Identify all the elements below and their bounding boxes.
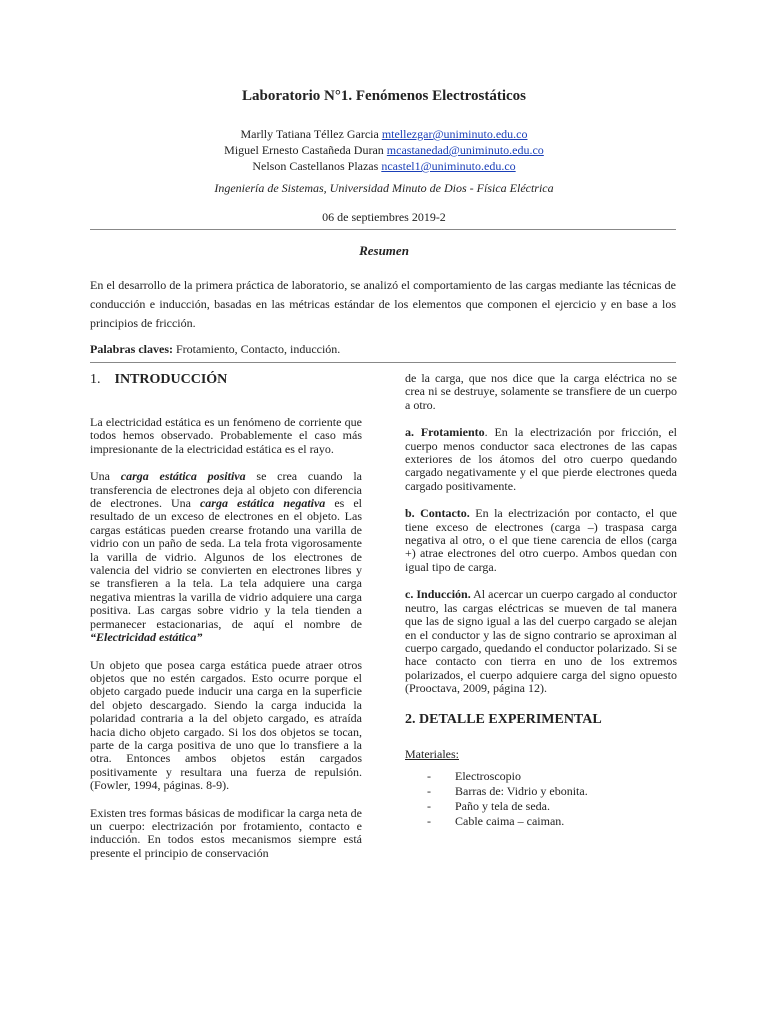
affiliation: Ingeniería de Sistemas, Universidad Minuto de Dios - Física Eléctrica bbox=[214, 181, 554, 195]
text-run: . En la electrización por fricción, el cuerpo menos conductor saca electrones de las capas exteriores de los átomos del otro cuerpo quedando cargado negativamente y el que pierde electrones queda cargado positivamente. bbox=[405, 425, 678, 493]
paragraph bbox=[405, 507, 677, 574]
paragraph: Existen tres formas básicas de modificar la carga neta de un cuerpo: electrización por frotamiento, contacto e inducción. En todos estos mecanismos siempre está presente el principio de conservación bbox=[90, 805, 362, 860]
author-name: Marlly Tatiana Téllez Garcia bbox=[240, 127, 379, 141]
keywords-label: Palabras claves: bbox=[90, 342, 173, 356]
item-label: a. Frotamiento bbox=[405, 425, 485, 440]
abstract-text: En el desarrollo de la primera práctica de laboratorio, se analizó el comportamiento de las cargas mediante las técnicas de conducción e inducción, basadas en las métricas estándar de los elementos que componen el ejercicio y en base a los principios de fricción. bbox=[90, 278, 676, 330]
item-label: c. Inducción. bbox=[405, 587, 471, 602]
section-heading-experimental: 2. DETALLE EXPERIMENTAL bbox=[405, 711, 602, 727]
list-item-text: Barras de: Vidrio y ebonita. bbox=[455, 783, 588, 798]
emphasis-text: carga estática negativa bbox=[199, 496, 326, 511]
list-item-text: Paño y tela de seda. bbox=[455, 798, 550, 813]
paragraph: La electricidad estática es un fenómeno de corriente que todos hemos observado. Probablemente el caso más impresionante de la electricidad estática es el rayo. bbox=[90, 415, 362, 456]
paragraph: Un objeto que posea carga estática puede atraer otros objetos que no estén cargados. Esto ocurre porque el objeto cargado puede inducir una carga en la superficie del objeto descargado. Siendo la carga inducida la polaridad contraria a la del objeto cargado, es atraída hacia dicho objeto cargado. Si los dos objetos se tocan, parte de la carga positiva de uno que lo transfiere a la otra. Entonces ambos objetos están cargados positivamente y resultara una fuerza de repulsión. (Fowler, 1994, páginas. 8-9). bbox=[90, 657, 362, 793]
abstract-heading: Resumen bbox=[359, 243, 409, 258]
list-item bbox=[405, 799, 677, 814]
bullet-dash: - bbox=[427, 813, 431, 828]
paper-title: Laboratorio N°1. Fenómenos Electrostáticos bbox=[241, 88, 526, 104]
item-label: b. Contacto. bbox=[405, 506, 470, 521]
divider bbox=[90, 362, 676, 363]
section-heading-intro bbox=[90, 372, 362, 388]
bullet-dash: - bbox=[427, 783, 431, 798]
author-line bbox=[0, 142, 768, 158]
keywords bbox=[90, 342, 676, 357]
author-name: Miguel Ernesto Castañeda Duran bbox=[224, 143, 384, 157]
paragraph bbox=[405, 588, 677, 695]
bullet-dash: - bbox=[427, 798, 431, 813]
bullet-dash: - bbox=[427, 768, 431, 783]
left-column bbox=[90, 372, 362, 860]
author-email-link[interactable]: ncastel1@uniminuto.edu.co bbox=[381, 159, 516, 173]
paragraph bbox=[90, 470, 362, 644]
text-run: se crea cuando la transferencia de electrones deja al objeto con diferencia de electrones. Una bbox=[90, 469, 362, 511]
list-item bbox=[405, 769, 677, 784]
section-number: 1. bbox=[90, 372, 101, 387]
list-item bbox=[405, 784, 677, 799]
author-name: Nelson Castellanos Plazas bbox=[252, 159, 379, 173]
paper-date: 06 de septiembres 2019-2 bbox=[322, 210, 446, 224]
section-title: INTRODUCCIÓN bbox=[114, 372, 228, 387]
emphasis-text: “Electricidad estática” bbox=[90, 630, 203, 645]
emphasis-text: carga estática positiva bbox=[120, 469, 246, 484]
list-item-text: Cable caima – caiman. bbox=[455, 813, 565, 828]
list-item bbox=[405, 814, 677, 829]
author-line bbox=[0, 126, 768, 142]
author-email-link[interactable]: mcastanedad@uniminuto.edu.co bbox=[386, 143, 544, 157]
materials-label bbox=[405, 748, 677, 761]
author-email-link[interactable]: mtellezgar@uniminuto.edu.co bbox=[381, 127, 528, 141]
materials-list bbox=[405, 769, 677, 829]
list-item-text: Electroscopio bbox=[455, 768, 521, 783]
text-run: es el resultado de un exceso de electrones en el objeto. Las cargas estáticas pueden crearse frotando una varilla de vidrio con un paño de seda. La tela frota vigorosamente la varilla de vidrio. Algunos de los electrones de valencia del vidrio se convierten en electrones libres y se transfieren a la tela. La tela adquiere una carga negativa mientras la varilla de vidrio adquiere una carga positiva. Las cargas sobre vidrio y la tela tienden a permanecer estacionarias, de aquí el nombre de bbox=[90, 496, 362, 631]
paragraph: de la carga, que nos dice que la carga eléctrica no se crea ni se destruye, solamente se transfiere de un cuerpo a otro. bbox=[405, 371, 677, 412]
author-list bbox=[0, 126, 768, 174]
divider bbox=[90, 229, 676, 230]
keywords-value: Frotamiento, Contacto, inducción. bbox=[176, 342, 341, 356]
text-run: Una bbox=[90, 469, 121, 484]
right-column bbox=[405, 372, 677, 829]
author-line bbox=[0, 158, 768, 174]
text-run: Al acercar un cuerpo cargado al conductor neutro, las cargas eléctricas se mueven de tal manera que las de signo igual a las del cuerpo cargado se alejan en el conductor y las de signo contrario se aproximan al cuerpo cargado, quedando el conductor polarizado. Si se hace contacto con tierra en uno de los extremos polarizados, el cuerpo adquiere carga del signo opuesto (Prooctava, 2009, página 12). bbox=[405, 587, 677, 696]
paragraph bbox=[405, 426, 677, 493]
materials-label-text: Materiales: bbox=[405, 746, 459, 761]
text-run: En la electrización por contacto, el que tiene exceso de electrones (carga –) traspasa carga negativa al otro, o el que tiene carencia de ellos (carga +) atrae electrones del otro cuerpo. Ambos quedan con igual tipo de carga. bbox=[405, 506, 677, 574]
